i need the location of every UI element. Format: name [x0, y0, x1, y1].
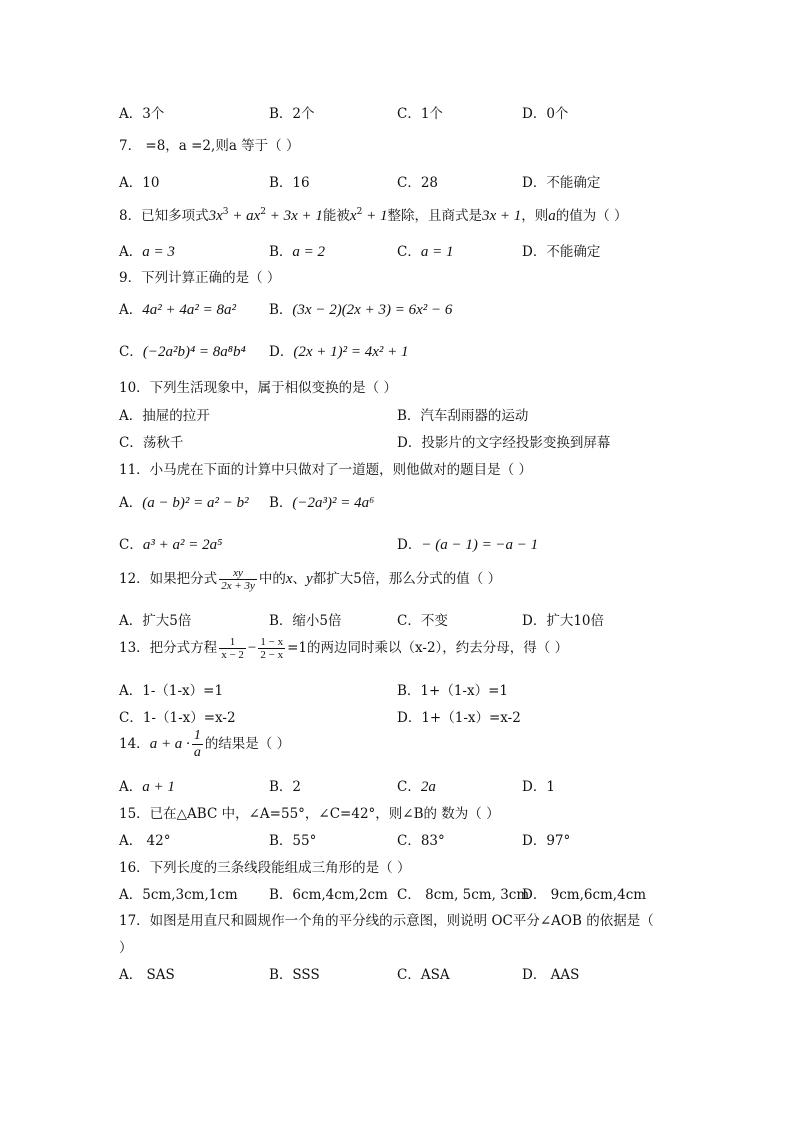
- q8-option-a: A．a = 3: [119, 244, 175, 260]
- q10-option-d: D．投影片的文字经投影变换到屏幕: [397, 435, 611, 451]
- q9-stem: 9．下列计算正确的是（ ）: [119, 270, 281, 286]
- q15-stem: 15．已在△ABC 中，∠A=55°，∠C=42°，则∠B的 数为（ ）: [119, 806, 500, 822]
- q14-option-b: B．2: [269, 779, 302, 795]
- q13-fraction-2: $\frac{1 - x}{2 - x}$: [260, 636, 284, 661]
- q17-stem-continued: ）: [119, 940, 133, 956]
- q17-option-d: D． AAS: [522, 967, 580, 983]
- q6-option-d: D．0个: [522, 106, 569, 122]
- q11-option-a: A．(a − b)² = a² − b²: [119, 495, 249, 511]
- q12-option-b: B．缩小5倍: [269, 613, 342, 629]
- q11-stem: 11．小马虎在下面的计算中只做对了一道题，则他做对的题目是（ ）: [119, 462, 532, 478]
- q15-option-c: C．83°: [397, 833, 445, 849]
- q13-option-c: C．1-（1-x）=x-2: [119, 710, 236, 726]
- q16-stem: 16．下列长度的三条线段能组成三角形的是（ ）: [119, 860, 411, 876]
- q9-option-d: D．(2x + 1)² = 4x² + 1: [269, 344, 409, 360]
- q17-option-c: C．ASA: [397, 967, 450, 983]
- q8-option-d: D．不能确定: [522, 244, 601, 260]
- q14-fraction: $\frac{1}{a}$: [193, 728, 201, 760]
- q15-option-d: D．97°: [522, 833, 571, 849]
- q17-option-a: A． SAS: [119, 967, 175, 983]
- q14-option-c: C．2a: [397, 779, 436, 795]
- q8-option-c: C．a = 1: [397, 244, 454, 260]
- q8-option-b: B．a = 2: [269, 244, 326, 260]
- q9-option-b: B．(3x − 2)(2x + 3) = 6x² − 6: [269, 302, 453, 318]
- q7-stem: 7． =8，a =2,则a 等于（ ）: [119, 138, 300, 154]
- q10-stem: 10．下列生活现象中，属于相似变换的是（ ）: [119, 380, 397, 396]
- q13-fraction-1: $\frac{1}{x - 2}$: [221, 636, 244, 661]
- q6-option-a: A．3个: [119, 106, 165, 122]
- q16-option-d: D． 9cm,6cm,4cm: [522, 887, 647, 903]
- q13-option-a: A．1-（1-x）=1: [119, 683, 224, 699]
- q15-option-b: B．55°: [269, 833, 317, 849]
- q10-option-a: A．抽屉的拉开: [119, 408, 210, 424]
- q7-option-c: C．28: [397, 175, 439, 191]
- q7-option-b: B．16: [269, 175, 310, 191]
- q15-option-a: A． 42°: [119, 833, 171, 849]
- q6-option-c: C．1个: [397, 106, 443, 122]
- q11-option-c: C．a³ + a² = 2a⁵: [119, 537, 223, 553]
- q17-stem: 17．如图是用直尺和圆规作一个角的平分线的示意图，则说明 OC平分∠AOB 的依据是（: [119, 913, 654, 929]
- q13-stem: 13．把分式方程 $\frac{1}{x - 2}$ − $\frac{1 - x}{2 - x}$ =1的两边同时乘以（x-2），约去分母，得（ ）: [119, 636, 569, 661]
- q10-option-b: B．汽车刮雨器的运动: [397, 408, 529, 424]
- q13-option-d: D．1+（1-x）=x-2: [397, 710, 521, 726]
- q13-option-b: B．1+（1-x）=1: [397, 683, 508, 699]
- q10-option-c: C．荡秋千: [119, 435, 184, 451]
- q16-option-a: A．5cm,3cm,1cm: [119, 887, 238, 903]
- q6-option-b: B．2个: [269, 106, 315, 122]
- q7-option-a: A．10: [119, 175, 160, 191]
- q16-option-c: C． 8cm, 5cm, 3cm: [397, 887, 530, 903]
- q12-fraction: $\frac{xy}{2x + 3y}$: [221, 567, 255, 592]
- q16-option-b: B．6cm,4cm,2cm: [269, 887, 388, 903]
- q14-stem: 14．a + a · $\frac{1}{a}$ 的结果是（ ）: [119, 728, 291, 760]
- q8-stem: 8．已知多项式$3x^3 + ax^2 + 3x + 1$能被$x^2 + 1$整除，且商式是3x + 1，则a的值为（ ）: [119, 207, 628, 224]
- q14-option-d: D．1: [522, 779, 555, 795]
- q12-stem: 12．如果把分式 $\frac{xy}{2x + 3y}$ 中的x、y都扩大5倍，那么分式的值（ ）: [119, 567, 502, 592]
- q17-option-b: B．SSS: [269, 967, 320, 983]
- q9-option-a: A．4a² + 4a² = 8a²: [119, 302, 236, 318]
- q12-option-c: C．不变: [397, 613, 448, 629]
- q12-option-a: A．扩大5倍: [119, 613, 192, 629]
- q7-option-d: D．不能确定: [522, 175, 601, 191]
- q14-option-a: A．a + 1: [119, 779, 175, 795]
- q11-option-d: D．− (a − 1) = −a − 1: [397, 537, 539, 553]
- q11-option-b: B．(−2a³)² = 4a⁶: [269, 495, 375, 511]
- q9-option-c: C．(−2a²b)⁴ = 8a⁸b⁴: [119, 344, 246, 360]
- q12-option-d: D．扩大10倍: [522, 613, 605, 629]
